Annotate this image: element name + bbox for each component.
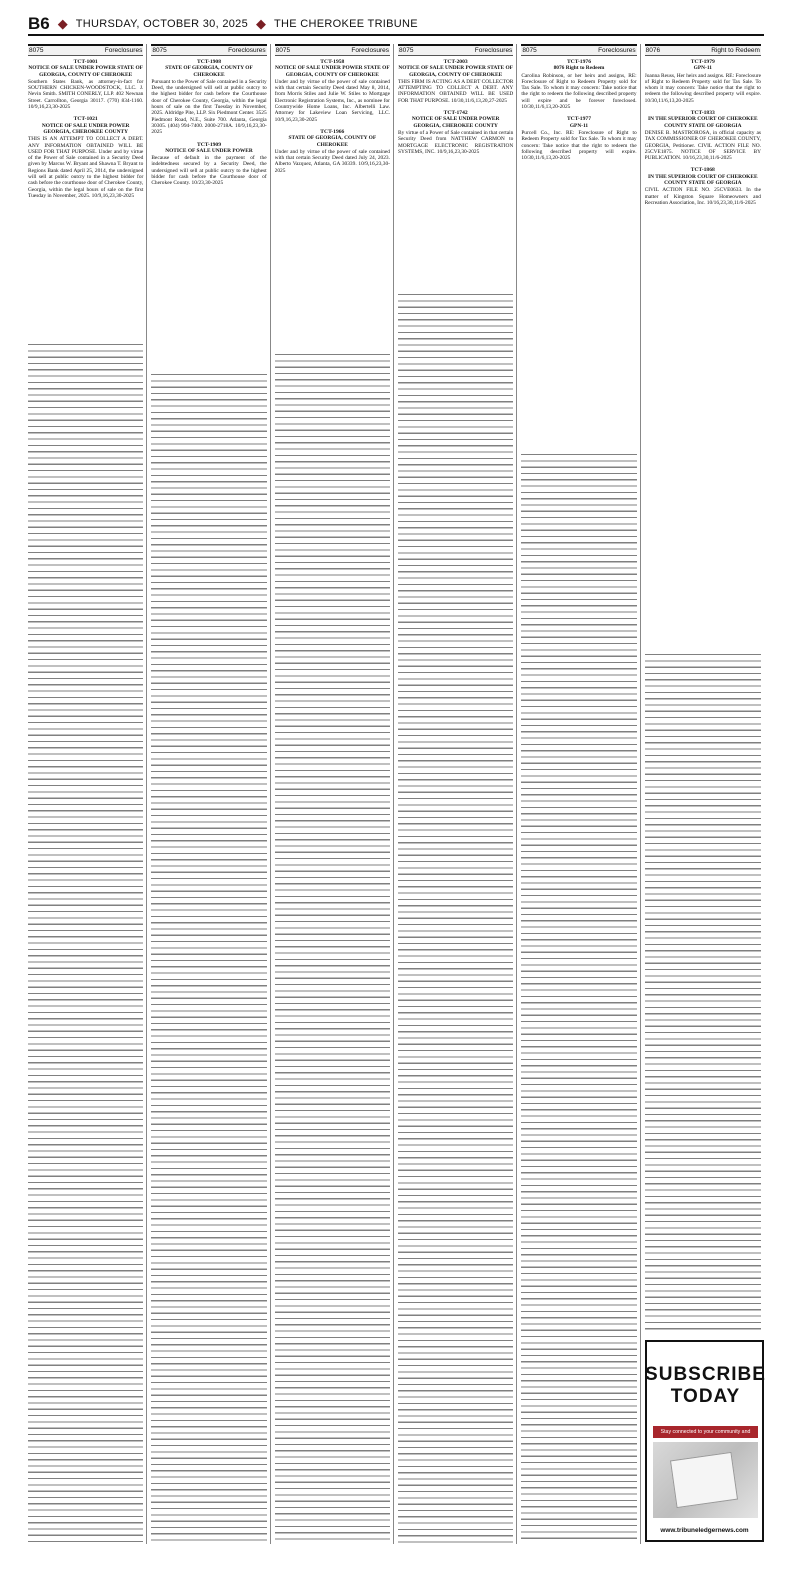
- notice-body: CIVIL ACTION FILE NO. 25CVE0633. In the matter of Kingston Square Homeowners and Recreation Association, Inc. 10/16,23,30,11/6-2025: [644, 187, 761, 206]
- legal-notice: [645, 59, 761, 104]
- category-code: 8075: [522, 47, 537, 54]
- paper-name: THE CHEROKEE TRIBUNE: [274, 18, 418, 30]
- category-code: 8076: [645, 47, 661, 54]
- column-2: [151, 44, 270, 1544]
- notice-body: THIS FIRM IS ACTING AS A DEBT COLLECTOR ATTEMPTING TO COLLECT A DEBT. ANY INFORMATION OBTAINED WILL BE USED FOR THAT PURPOSE. 10/30,11/6,13,20,27-2025: [397, 78, 514, 104]
- column-1: [28, 44, 147, 1544]
- issue-date: THURSDAY, OCTOBER 30, 2025: [75, 18, 248, 30]
- page-number: B6: [28, 14, 50, 33]
- column-3: [275, 44, 394, 1544]
- masthead: [28, 14, 764, 36]
- legal-notice: [398, 59, 513, 104]
- category-header: [151, 44, 266, 56]
- notice-heading: GPN-11: [693, 65, 712, 72]
- subscribe-ad[interactable]: [645, 1340, 764, 1542]
- website-url[interactable]: www.tribuneledgernews.com: [660, 1527, 749, 1534]
- notice-heading: IN THE SUPERIOR COURT OF CHEROKEE COUNTY STATE OF GEORGIA: [648, 116, 758, 129]
- notice-text-block: [398, 294, 513, 1544]
- notice-text-block: [151, 374, 266, 1544]
- legal-notice: [645, 110, 761, 161]
- notice-heading: NOTICE OF SALE UNDER POWER: [165, 147, 253, 154]
- category-code: 8075: [398, 47, 414, 54]
- column-6: [645, 44, 764, 1544]
- legal-notice: [521, 116, 636, 161]
- notice-heading: NOTICE OF SALE UNDER POWER STATE OF GEORGIA, COUNTY OF CHEROKEE: [275, 65, 390, 78]
- category-header: [398, 44, 513, 56]
- notice-body: Pursuant to the Power of Sale contained in a Security Deed, the undersigned will sell at public outcry to the highest bidder for cash before the Courthouse door of Cherokee County, Georgia, within the legal hours of sale on the first Tuesday in November, 2025. Aldridge Pite, LLP. Six Piedmont Center. 3525 Piedmont Road, N.E., Suite 700. Atlanta, Georgia 30305. (404) 994-7400. 2000-2718A. 10/9,16,23,30-2025: [151, 78, 267, 136]
- subscribe-title-line2: TODAY: [670, 1386, 741, 1407]
- legal-notice: [521, 59, 636, 110]
- notice-heading: NOTICE OF SALE UNDER POWER STATE OF GEORGIA, COUNTY OF CHEROKEE: [28, 65, 143, 78]
- legal-notice: [275, 129, 390, 174]
- separator-diamond-icon: ◆: [256, 16, 266, 31]
- legal-notice: [28, 116, 143, 199]
- notice-body: Under and by virtue of the power of sale contained with that certain Security Deed dated July 24, 2023. Alberto Vazquez, Atlanta, GA 30339. 10/9,16,23,30-2025: [274, 148, 390, 174]
- notice-id: TCT-1742: [443, 110, 468, 117]
- category-code: 8075: [275, 47, 291, 54]
- notice-id: TCT-1966: [320, 128, 345, 135]
- notice-id: TCT-1958: [320, 59, 345, 65]
- notice-heading: NOTICE OF SALE UNDER POWER STATE OF GEORGIA, COUNTY OF CHEROKEE: [398, 65, 513, 78]
- legal-notice: [151, 59, 266, 136]
- category-title: Foreclosures: [351, 47, 389, 54]
- subscribe-title-line1: SUBSCRIBE: [645, 1364, 766, 1385]
- notice-body: Carolina Robinson, or her heirs and assigns, RE: Foreclosure of Right to Redeem Property sold for Tax Sale. To whom it may concern: Take notice that the right to redeem the following described property will expire and be forever foreclosed. 10/30,11/6,13,20-2025: [521, 72, 637, 111]
- category-header: [521, 44, 636, 56]
- subscribe-title: [645, 1348, 766, 1424]
- separator-diamond-icon: ◆: [57, 16, 68, 31]
- category-header: [28, 44, 143, 56]
- notice-body: DENISE B. MASTROROSA, in official capacity as TAX COMMISSIONER OF CHEROKEE COUNTY, GEORGIA, Petitioner. CIVIL ACTION FILE NO. 25CVE1875. NOTICE OF SERVICE BY PUBLICATION. 10/16,23,30,11/6-2025: [644, 129, 761, 162]
- notice-heading: 8076 Right to Redeem: [553, 65, 605, 72]
- newspaper-icon: [670, 1452, 738, 1508]
- notice-text-block: [28, 344, 143, 1544]
- legal-notice: [645, 167, 761, 206]
- notice-body: Joanna Reuss, Her heirs and assigns. RE: Foreclosure of Right to Redeem Property sold for Tax Sale. To whom it may concern: Take notice that the right to redeem the following described property will expire. 10/30,11/6,13,20-2025: [644, 72, 761, 104]
- notice-text-block: [645, 654, 761, 1334]
- legal-notice: [275, 59, 390, 123]
- category-header: [275, 44, 390, 56]
- notice-body: Under and by virtue of the power of sale contained with that certain Security Deed dated May 8, 2014, from Morris Stiles and Julie W. Stiles to Mortgage Electronic Registration Systems, Inc., as nominee for Countrywide Home Loans, Inc. Albertelli Law. Attorney for Lakeview Loan Servicing, LLC. 10/9,16,23,30-2025: [274, 78, 390, 123]
- legal-notice: [151, 142, 266, 187]
- notice-id: TCT-1908: [196, 59, 222, 65]
- notice-id: TCT-1977: [566, 116, 591, 123]
- notice-id: TCT-1909: [196, 141, 222, 148]
- category-header: [645, 44, 761, 56]
- column-4: [398, 44, 517, 1544]
- legal-notice: [398, 110, 513, 155]
- notice-id: TCT-1021: [73, 116, 98, 123]
- notice-heading: IN THE SUPERIOR COURT OF CHEROKEE COUNTY STATE OF GEORGIA: [648, 173, 758, 187]
- category-code: 8075: [29, 47, 44, 54]
- column-5: [521, 44, 640, 1544]
- notice-id: TCT-1976: [566, 59, 591, 65]
- notice-heading: STATE OF GEORGIA, COUNTY OF CHEROKEE: [165, 65, 253, 78]
- notice-heading: GPN-11: [569, 122, 589, 129]
- notice-id: TCT-1001: [73, 59, 98, 65]
- category-title: Foreclosures: [228, 47, 266, 54]
- notice-id: TCT-2003: [443, 59, 468, 65]
- subscribe-tagline: Stay connected to your community and: [653, 1426, 758, 1438]
- notice-body: Purcell Co., Inc. RE: Foreclosure of Right to Redeem Property sold for Tax Sale. To whom it may concern: Take notice that the right to redeem the following described property will expire. 10/30,11/6,13,20-2025: [521, 129, 637, 162]
- newspaper-photo: [653, 1442, 758, 1518]
- legal-notice: [28, 59, 143, 110]
- category-code: 8075: [152, 47, 167, 54]
- notice-heading: STATE OF GEORGIA, COUNTY OF CHEROKEE: [288, 135, 377, 148]
- classified-columns: [28, 44, 764, 1544]
- notice-body: Because of default in the payment of the indebtedness secured by a Security Deed, the undersigned will sell at public outcry to the highest bidder for cash before the Courthouse door of Cherokee County. 10/23,30-2025: [151, 155, 267, 187]
- category-title: Right to Redeem: [711, 47, 760, 54]
- notice-body: THIS IS AN ATTEMPT TO COLLECT A DEBT. ANY INFORMATION OBTAINED WILL BE USED FOR THAT PURPOSE. Under and by virtue of the Power of Sale contained in a Security Deed given by Marcus W. Bryant and Shawna T. Bryant to Regions Bank dated April 25, 2014, the undersigned will sell at public outcry to the highest bidder for cash before the courthouse door of Cherokee County, Georgia, within the legal hours of sale on the first Tuesday in November, 2025. 10/9,16,23,30-2025: [28, 136, 144, 199]
- notice-body: Southern States Bank, as attorney-in-fact for SOUTHERN CHICKEN-WOODSTOCK, LLC. J. Nevin Smith. SMITH CONERLY, LLP. 402 Newnan Street. Carrollton, Georgia 30117. (770) 834-1160. 10/9,16,23,30-2025: [28, 78, 144, 111]
- notice-body: By virtue of a Power of Sale contained in that certain Security Deed from NATTHEW CARMON to MORTGAGE ELECTRONIC REGISTRATION SYSTEMS, INC. 10/9,16,23,30-2025: [397, 129, 514, 155]
- notice-text-block: [521, 454, 636, 1544]
- category-title: Foreclosures: [474, 47, 513, 54]
- notice-text-block: [275, 354, 390, 1544]
- category-title: Foreclosures: [104, 47, 143, 54]
- notice-id: TCT-1979: [690, 59, 715, 65]
- notice-heading: NOTICE OF SALE UNDER POWER GEORGIA, CHEROKEE COUNTY: [41, 122, 130, 135]
- category-title: Foreclosures: [598, 47, 636, 54]
- notice-id: TCT-1833: [690, 110, 715, 117]
- notice-id: TCT-1868: [690, 167, 715, 174]
- notice-heading: NOTICE OF SALE UNDER POWER GEORGIA, CHEROKEE COUNTY: [411, 116, 500, 129]
